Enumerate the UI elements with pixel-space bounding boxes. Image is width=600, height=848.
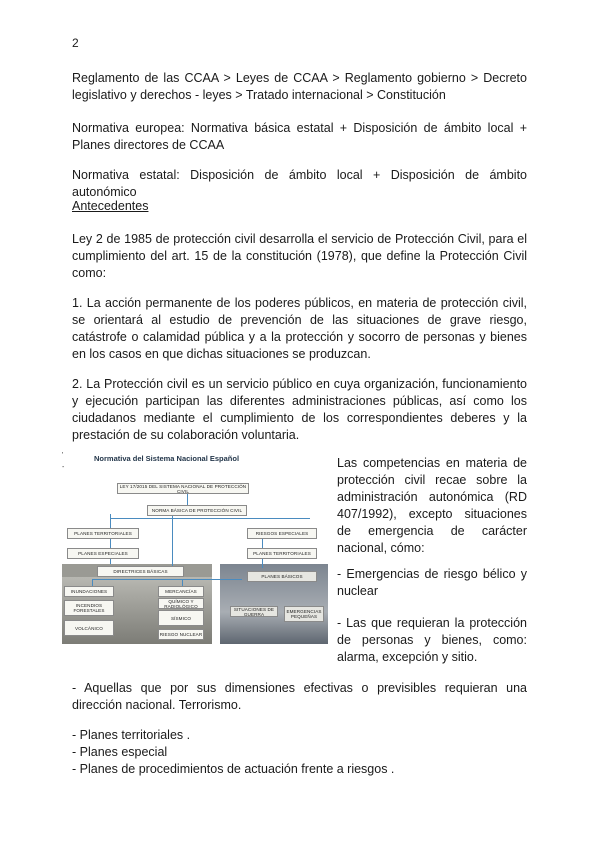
diagram-marker: ' [62, 452, 64, 459]
reglamento-paragraph: Reglamento de las CCAA > Leyes de CCAA > Reglamento gobierno > Decreto legislativo y derechos - leyes > Tratado internacional > Constitución [72, 71, 527, 102]
diagram-box-pequenas: EMERGENCIAS PEQUEÑAS [284, 606, 324, 622]
planes-list [72, 727, 527, 778]
diagram-box-riesgo-nuclear: RIESGO NUCLEAR [158, 629, 204, 640]
connector-line [110, 518, 310, 519]
diagram-box-planes-territoriales-right: PLANES TERRITORIALES [247, 548, 317, 559]
diagram-box-situaciones-guerra: SITUACIONES DE GUERRA [230, 606, 278, 617]
page-number: 2 [72, 36, 79, 50]
diagram-box-volcanico: VOLCÁNICO [64, 620, 114, 636]
diagram-box-planes-especiales: PLANES ESPECIALES [67, 548, 139, 559]
diagram-box-sismico: SÍSMICO [158, 610, 204, 626]
aquellas-paragraph: - Aquellas que por sus dimensiones efectivas o previsibles requieran una dirección nacional. Terrorismo. [72, 681, 527, 712]
diagram-box-planes-territoriales: PLANES TERRITORIALES [67, 528, 139, 539]
list-item: - Planes especial [72, 745, 168, 759]
competencias-item-belico: - Emergencias de riesgo bélico y nuclear [337, 567, 527, 598]
competencias-item-proteccion: - Las que requieran la protección de personas y bienes, como: alarma, excepción y sitio. [337, 616, 527, 664]
diagram-box-directrices: DIRECTRICES BÁSICAS [97, 566, 184, 577]
diagram-title: Normativa del Sistema Nacional Español [94, 454, 240, 463]
competencias-paragraph: Las competencias en materia de protección civil recae sobre la administración autonómica (RD 407/1992), excepto situaciones de emergencia de carácter nacional, cómo: [337, 456, 527, 555]
normativa-diagram [62, 452, 328, 644]
diagram-box-quimico: QUÍMICO Y RADIOLÓGICO [158, 598, 204, 609]
list-item: - Planes de procedimientos de actuación frente a riesgos . [72, 762, 395, 776]
diagram-box-incendios: INCENDIOS FORESTALES [64, 600, 114, 616]
connector-line [92, 579, 242, 580]
connector-line [172, 514, 173, 572]
list-item: - Planes territoriales . [72, 728, 191, 742]
ley-paragraph: Ley 2 de 1985 de protección civil desarrolla el servicio de Protección Civil, para el cumplimiento del art. 15 de la constitución (1978), que define la Protección Civil como: [72, 232, 527, 280]
diagram-box-mercancias: MERCANCÍAS [158, 586, 204, 597]
normativa-europea-paragraph: Normativa europea: Normativa básica estatal + Disposición de ámbito local + Planes directores de CCAA [72, 121, 527, 152]
punto2-paragraph: 2. La Protección civil es un servicio público en cuya organización, funcionamiento y ejecución participan las diferentes administraciones públicas, así como los ciudadanos mediante el cumplimiento de los correspondientes deberes y la prestación de su colaboración voluntaria. [72, 377, 527, 442]
diagram-box-norma-basica: NORMA BÁSICA DE PROTECCIÓN CIVIL [147, 505, 247, 516]
diagram-box-ley: LEY 17/2015 DEL SISTEMA NACIONAL DE PROTECCIÓN CIVIL [117, 483, 249, 494]
punto1-paragraph: 1. La acción permanente de los poderes públicos, en materia de protección civil, se orientará al estudio de prevención de las situaciones de grave riesgo, catástrofe o calamidad pública y a la protección y socorro de personas y bienes en los casos en que dichas situaciones se produzcan. [72, 296, 527, 361]
diagram-marker: - [62, 464, 65, 471]
normativa-estatal-paragraph: Normativa estatal: Disposición de ámbito local + Disposición de ámbito autonómico [72, 168, 527, 199]
diagram-box-planes-basicos: PLANES BÁSICOS [247, 571, 317, 582]
diagram-box-inundaciones: INUNDACIONES [64, 586, 114, 597]
diagram-box-riesgos-especiales: RIESGOS ESPECIALES [247, 528, 317, 539]
antecedentes-heading: Antecedentes [72, 199, 149, 213]
